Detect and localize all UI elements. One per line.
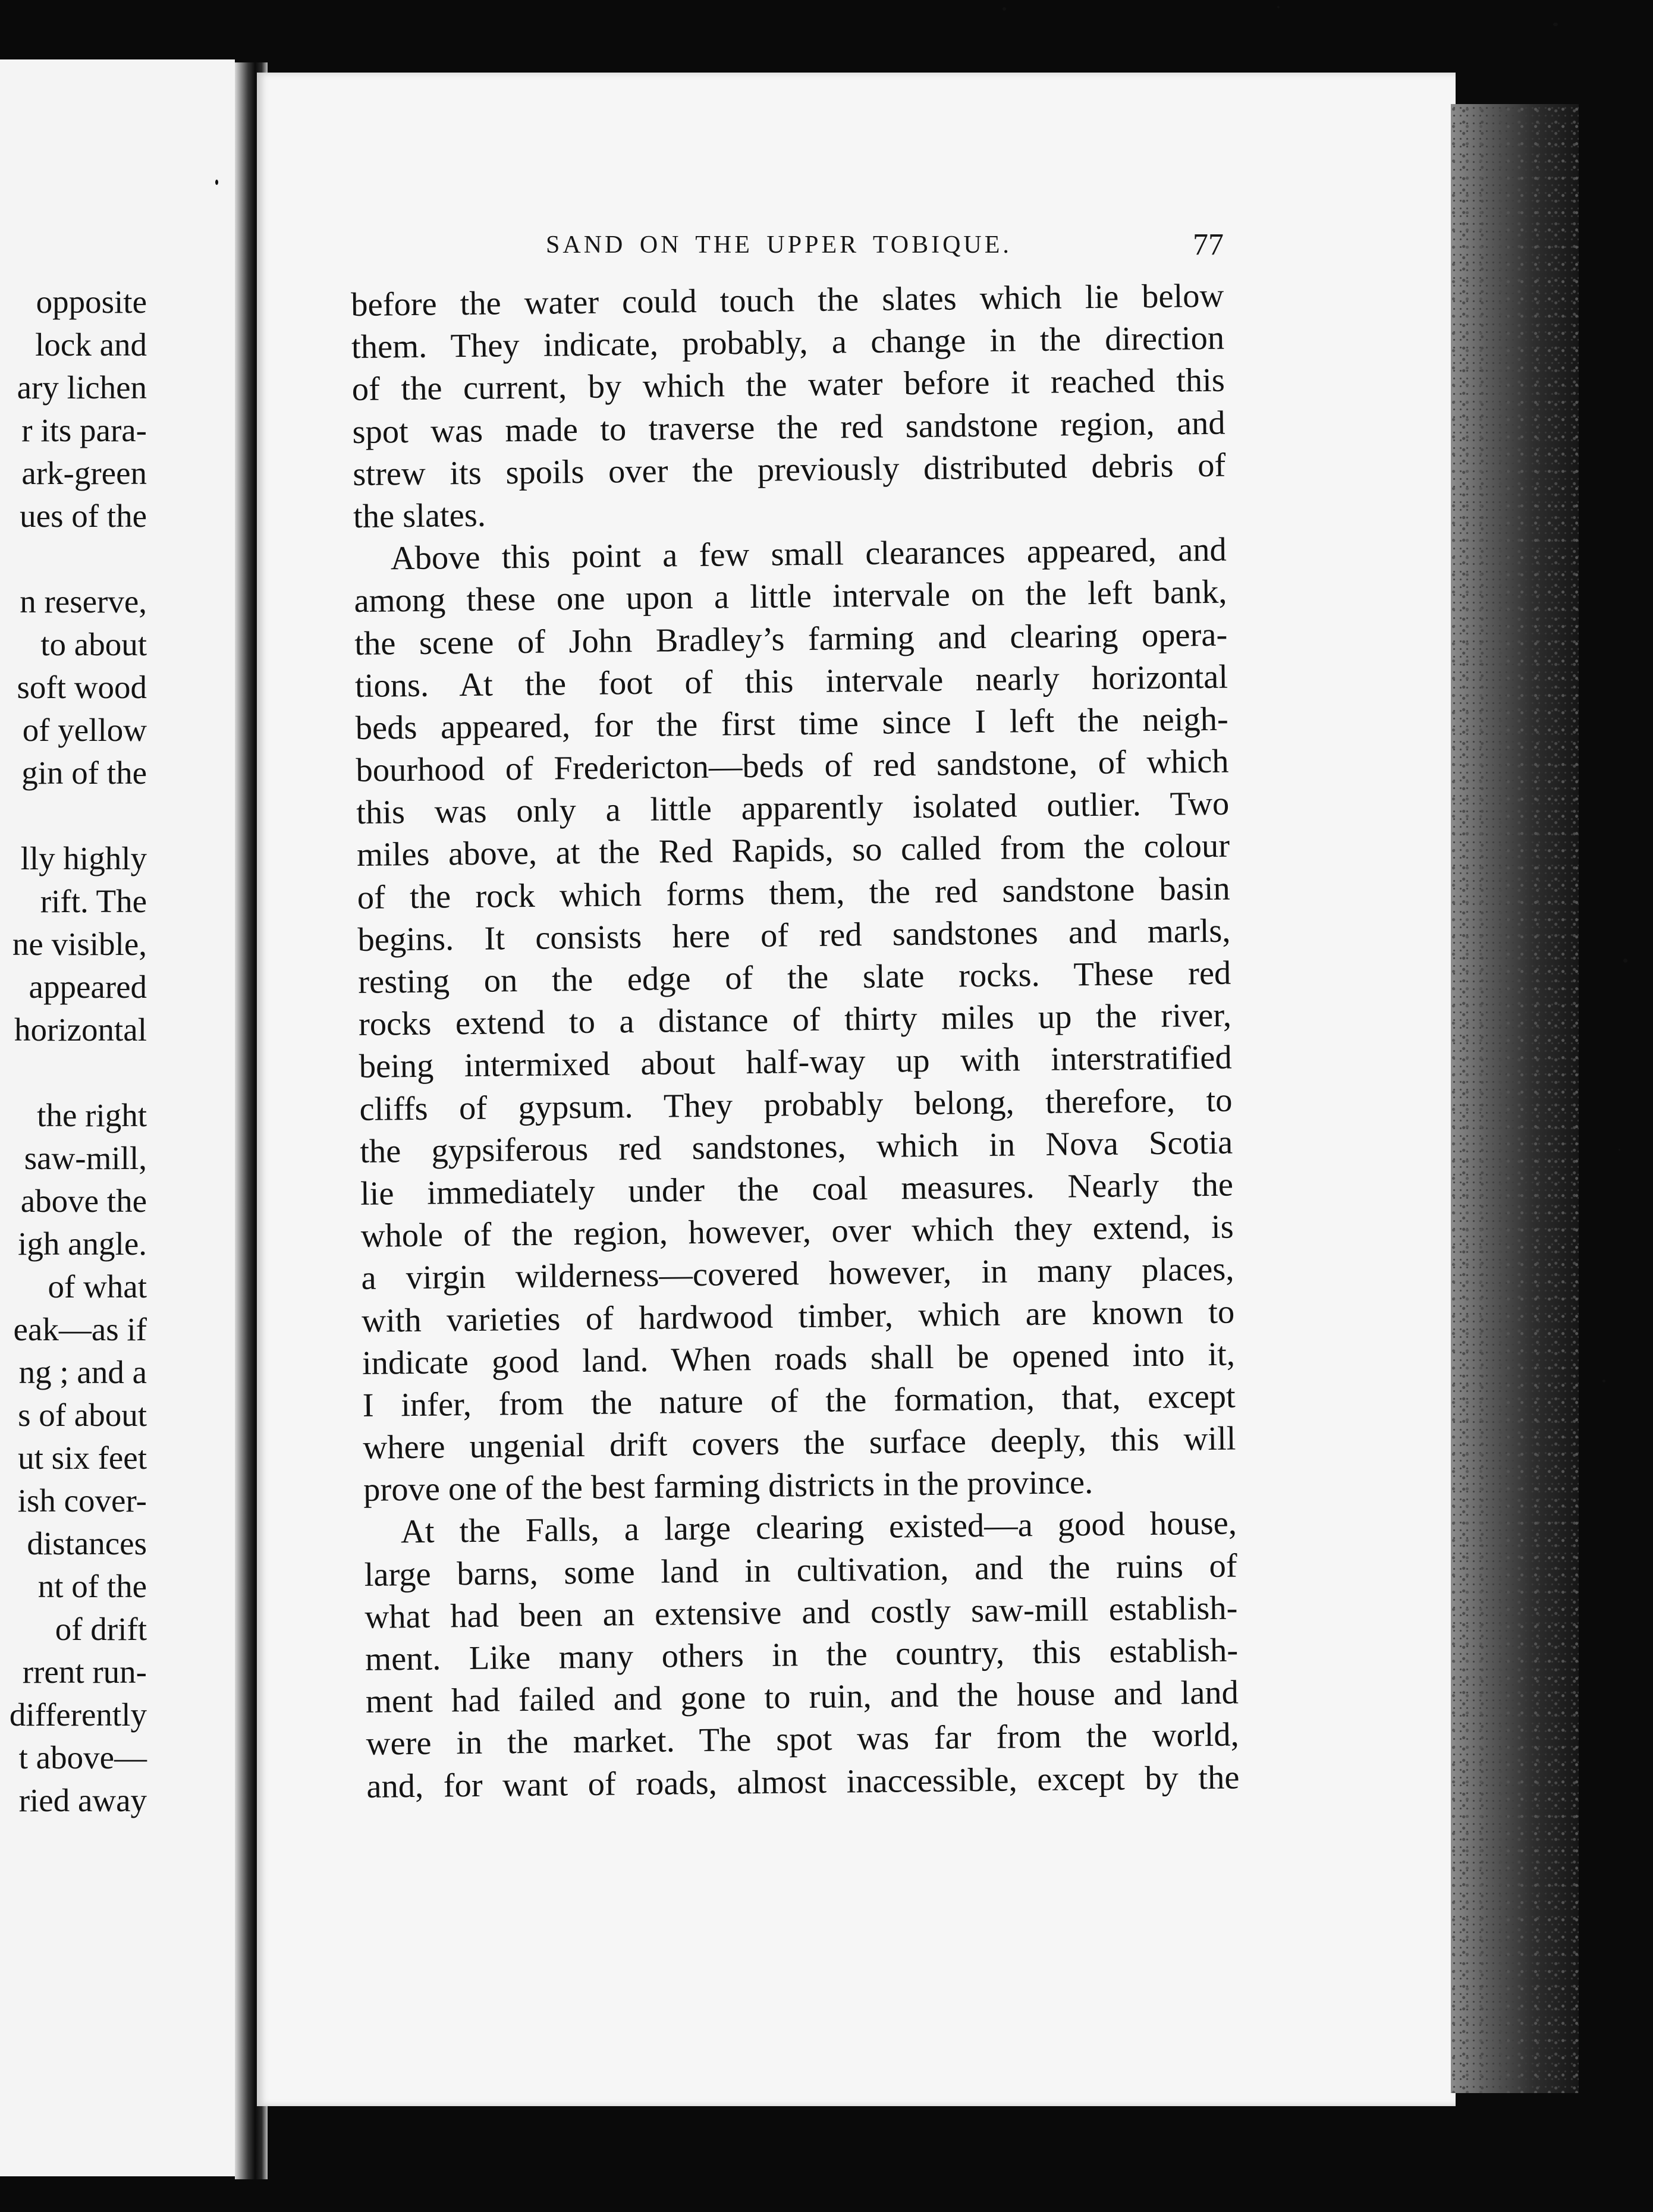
body-line: the gypsiferous red sandstones, which in Nova Scotia bbox=[359, 1124, 1233, 1170]
left-page-line: distances bbox=[27, 1525, 147, 1561]
body-line: spot was made to traverse the red sandstone region, and bbox=[352, 404, 1225, 451]
running-head: SAND ON THE UPPER TOBIQUE. bbox=[546, 231, 1012, 259]
left-page-line: igh angle. bbox=[18, 1226, 147, 1262]
body-line: lie immediately under the coal measures. Nearly the bbox=[360, 1166, 1234, 1212]
body-line: the scene of John Bradley’s farming and clearing opera- bbox=[354, 616, 1228, 662]
left-page-line: ried away bbox=[18, 1782, 147, 1818]
body-line: prove one of the best farming districts in the province. bbox=[363, 1464, 1093, 1509]
left-page-line: n reserve, bbox=[20, 583, 147, 620]
left-page-line: ne visible, bbox=[12, 926, 147, 962]
left-page-line: t above— bbox=[18, 1739, 147, 1776]
body-line: and, for want of roads, almost inaccessible, except by the bbox=[366, 1759, 1240, 1805]
left-page-line: horizontal bbox=[14, 1011, 147, 1048]
left-page-line: gin of the bbox=[21, 755, 147, 791]
body-line: miles above, at the Red Rapids, so called from the colour bbox=[356, 828, 1230, 874]
left-page-line: appeared bbox=[29, 969, 147, 1005]
body-line: with varieties of hardwood timber, which are known to bbox=[361, 1293, 1235, 1340]
body-line: being intermixed about half-way up with interstratified bbox=[359, 1039, 1233, 1086]
left-page-line: s of about bbox=[18, 1397, 147, 1433]
body-line: cliffs of gypsum. They probably belong, therefore, to bbox=[359, 1082, 1233, 1128]
body-line: the slates. bbox=[353, 497, 486, 535]
body-line: before the water could touch the slates which lie below bbox=[351, 277, 1224, 323]
body-line: this was only a little apparently isolated outlier. Two bbox=[356, 785, 1230, 832]
body-text bbox=[351, 275, 1240, 1808]
left-page-line: eak—as if bbox=[13, 1311, 147, 1347]
left-facing-page bbox=[0, 59, 235, 2176]
body-line: a virgin wilderness—covered however, in many places, bbox=[361, 1250, 1234, 1297]
body-line: At the Falls, a large clearing existed—a good house, bbox=[400, 1504, 1237, 1551]
body-line: them. They indicate, probably, a change in the direction bbox=[351, 319, 1225, 366]
body-line: rocks extend to a distance of thirty miles up the river, bbox=[358, 997, 1232, 1044]
left-page-line: lock and bbox=[35, 326, 147, 363]
body-line: tions. At the foot of this intervale nearly horizontal bbox=[354, 658, 1228, 705]
left-page-line: nt of the bbox=[37, 1568, 147, 1604]
left-page-line: rrent run- bbox=[22, 1654, 147, 1690]
left-page-line: ut six feet bbox=[18, 1440, 147, 1476]
body-line: of the current, by which the water before it reached this bbox=[351, 362, 1225, 409]
page-header bbox=[546, 227, 1224, 263]
body-line: whole of the region, however, over which they extend, is bbox=[360, 1208, 1234, 1255]
left-page-line: above the bbox=[20, 1183, 147, 1219]
body-line: among these one upon a little intervale on the left bank, bbox=[354, 573, 1227, 620]
left-page-line: rift. The bbox=[40, 883, 147, 919]
body-line: beds appeared, for the first time since I left the neigh- bbox=[355, 700, 1229, 747]
body-line: ment had failed and gone to ruin, and the house and land bbox=[365, 1674, 1239, 1721]
left-page-line: saw-mill, bbox=[24, 1140, 147, 1176]
left-page-line: lly highly bbox=[20, 840, 147, 876]
left-page-line: to about bbox=[40, 626, 147, 662]
body-line: begins. It consists here of red sandstones and marls, bbox=[357, 912, 1231, 959]
left-page-line bbox=[0, 538, 147, 580]
body-line: Above this point a few small clearances appeared, and bbox=[390, 531, 1227, 577]
body-line: what had been an extensive and costly saw-mill establish- bbox=[364, 1589, 1238, 1636]
left-page-line: of yellow bbox=[22, 712, 147, 748]
left-page-line bbox=[0, 794, 147, 837]
left-page-line: differently bbox=[9, 1696, 147, 1733]
left-page-line: opposite bbox=[36, 284, 147, 320]
left-page-line: ary lichen bbox=[17, 369, 147, 406]
left-page-line: ng ; and a bbox=[18, 1354, 147, 1390]
body-line: large barns, some land in cultivation, and the ruins of bbox=[364, 1547, 1237, 1594]
left-page-text bbox=[0, 281, 147, 1822]
body-line: strew its spoils over the previously distributed debris of bbox=[353, 447, 1226, 493]
left-page-line: r its para- bbox=[21, 412, 147, 448]
body-line: I infer, from the nature of the formation, that, except bbox=[362, 1378, 1236, 1424]
left-page-line: ues of the bbox=[20, 498, 147, 534]
page-edge-strip bbox=[1451, 104, 1579, 2093]
left-page-line bbox=[0, 1051, 147, 1094]
page-number: 77 bbox=[1193, 228, 1224, 262]
left-page-line: of what bbox=[48, 1268, 147, 1305]
left-page-line: soft wood bbox=[17, 669, 147, 705]
body-line: of the rock which forms them, the red sandstone basin bbox=[357, 870, 1231, 916]
left-page-line: ish cover- bbox=[17, 1482, 147, 1519]
body-line: where ungenial drift covers the surface deeply, this will bbox=[363, 1420, 1236, 1466]
left-page-line: of drift bbox=[55, 1611, 147, 1647]
body-line: were in the market. The spot was far from the world, bbox=[366, 1716, 1239, 1763]
left-page-line: the right bbox=[37, 1097, 147, 1133]
body-line: ment. Like many others in the country, this establish- bbox=[364, 1632, 1239, 1678]
body-line: bourhood of Fredericton—beds of red sandstone, of which bbox=[356, 743, 1229, 790]
body-line: resting on the edge of the slate rocks. These red bbox=[357, 954, 1231, 1001]
body-line: indicate good land. When roads shall be opened into it, bbox=[362, 1336, 1236, 1382]
left-page-line: ark-green bbox=[21, 455, 147, 491]
